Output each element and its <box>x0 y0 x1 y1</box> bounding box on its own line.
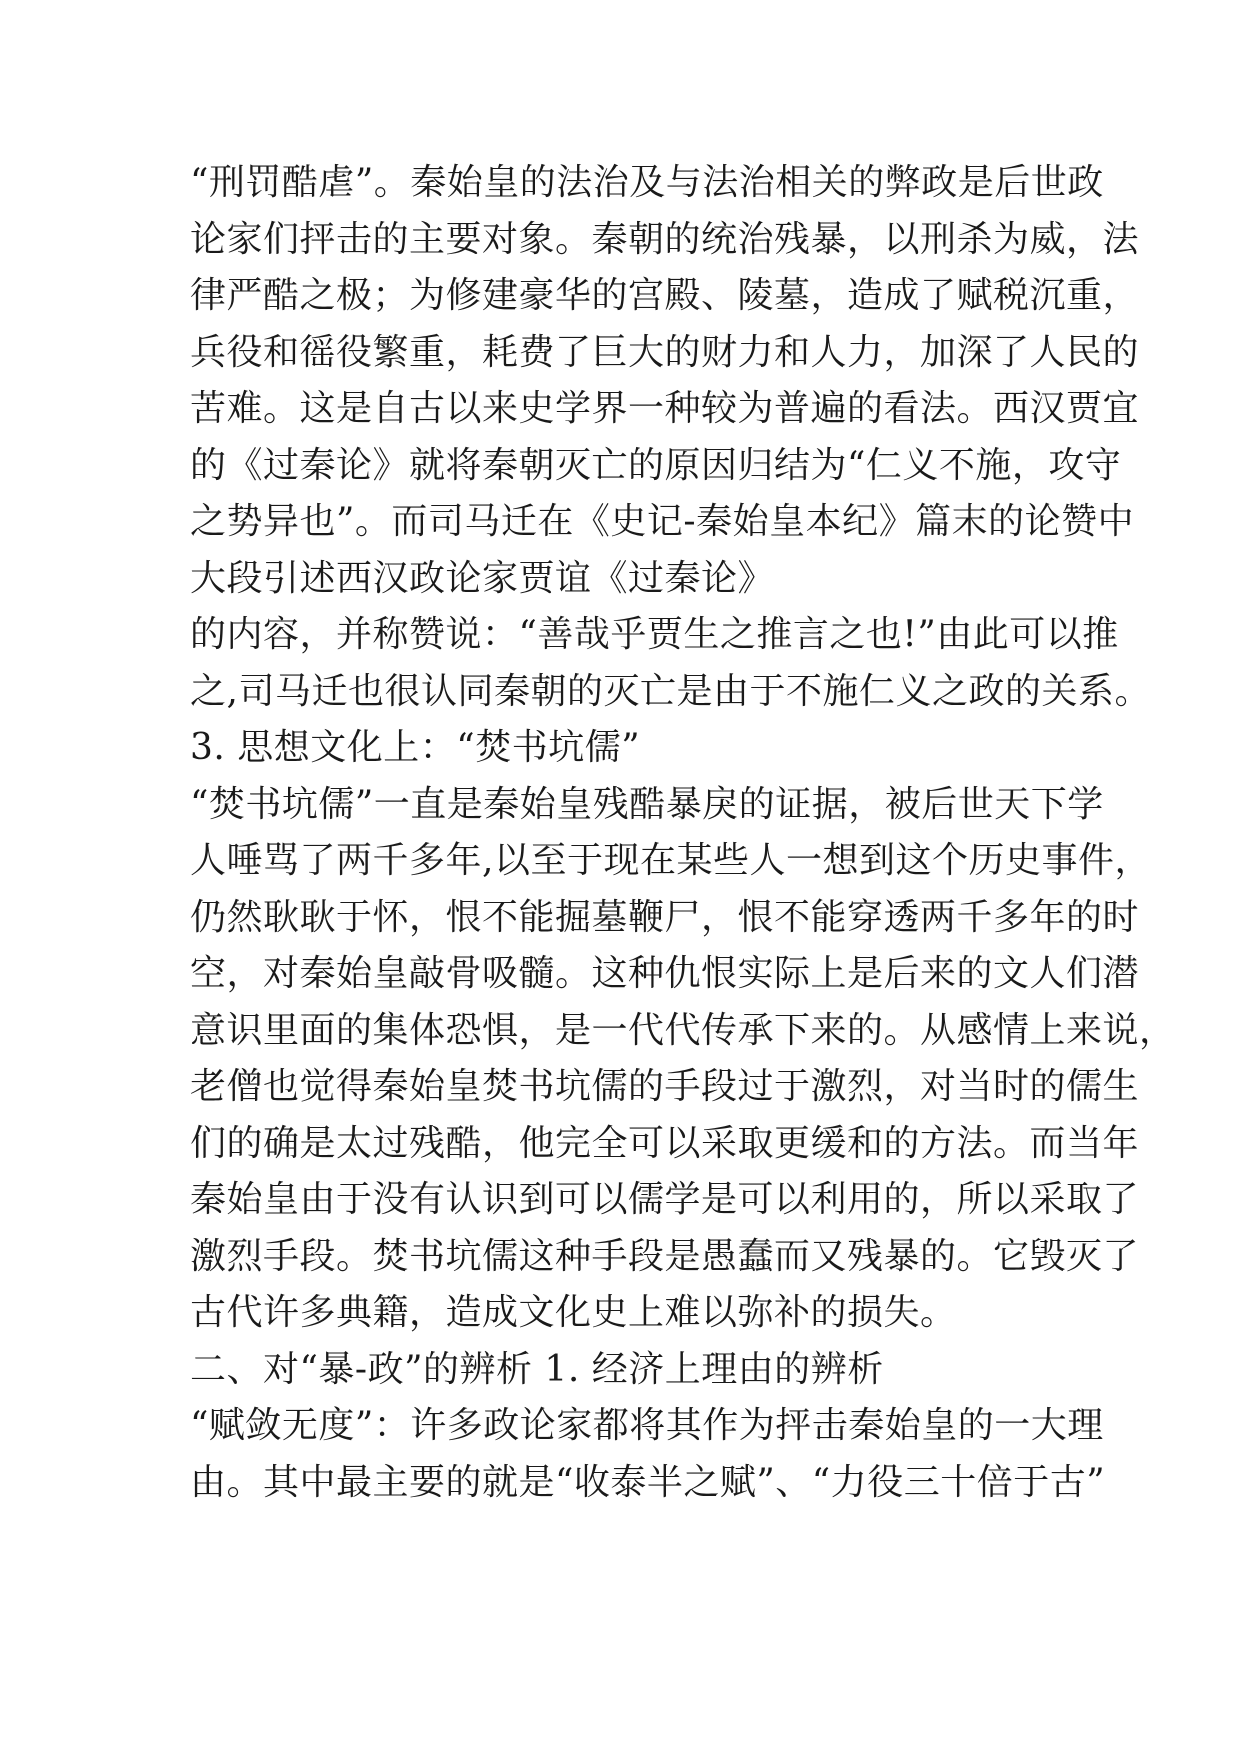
text-line: 的《过秦论》就将秦朝灭亡的原因归结为“仁义不施，攻守 <box>190 444 1122 486</box>
text-line: 律严酷之极；为修建豪华的宫殿、陵墓，造成了赋税沉重， <box>190 275 1140 316</box>
text-line: 古代许多典籍，造成文化史上难以弥补的损失。 <box>190 1292 957 1333</box>
text-line: 们的确是太过残酷，他完全可以采取更缓和的方法。而当年 <box>190 1122 1140 1164</box>
text-line: 之,司马迁也很认同秦朝的灭亡是由于不施仁义之政的关系。 <box>190 670 1151 712</box>
text-line: 之势异也”。而司马迁在《史记-秦始皇本纪》篇末的论赞中 <box>190 501 1135 542</box>
text-line: 兵役和徭役繁重，耗费了巨大的财力和人力，加深了人民的 <box>190 331 1140 373</box>
text-line: “赋敛无度”：许多政论家都将其作为抨击秦始皇的一大理 <box>190 1405 1104 1446</box>
text-line: 的内容，并称赞说：“善哉乎贾生之推言之也!”由此可以推 <box>190 614 1119 655</box>
text-line: 秦始皇由于没有认识到可以儒学是可以利用的，所以采取了 <box>190 1179 1140 1220</box>
text-line: 仍然耿耿于怀，恨不能掘墓鞭尸，恨不能穿透两千多年的时 <box>190 896 1140 938</box>
text-line: 激烈手段。焚书坑儒这种手段是愚蠢而又残暴的。它毁灭了 <box>190 1235 1140 1277</box>
text-line: 空，对秦始皇敲骨吸髓。这种仇恨实际上是后来的文人们潜 <box>190 953 1140 994</box>
section-heading: 二、对“暴-政”的辨析 1. 经济上理由的辨析 <box>190 1348 884 1390</box>
text-line: 由。其中最主要的就是“收泰半之赋”、“力役三十倍于古” <box>190 1461 1106 1503</box>
text-line: 老僧也觉得秦始皇焚书坑儒的手段过于激烈，对当时的儒生 <box>190 1066 1140 1107</box>
text-line: 苦难。这是自古以来史学界一种较为普遍的看法。西汉贾宜 <box>190 388 1140 429</box>
text-line: 大段引述西汉政论家贾谊《过秦论》 <box>190 557 775 599</box>
text-line: “刑罚酷虐”。秦始皇的法治及与法治相关的弊政是后世政 <box>190 162 1104 203</box>
text-line: 人唾骂了两千多年,以至于现在某些人一想到这个历史事件， <box>190 840 1151 881</box>
text-line: 论家们抨击的主要对象。秦朝的统治残暴，以刑杀为威，法 <box>190 218 1140 260</box>
body-text <box>190 155 1176 1511</box>
text-line: 意识里面的集体恐惧，是一代代传承下来的。从感情上来说， <box>190 1009 1176 1051</box>
section-heading: 3. 思想文化上：“焚书坑儒” <box>190 727 641 768</box>
text-line: “焚书坑儒”一直是秦始皇残酷暴戾的证据，被后世天下学 <box>190 783 1104 825</box>
